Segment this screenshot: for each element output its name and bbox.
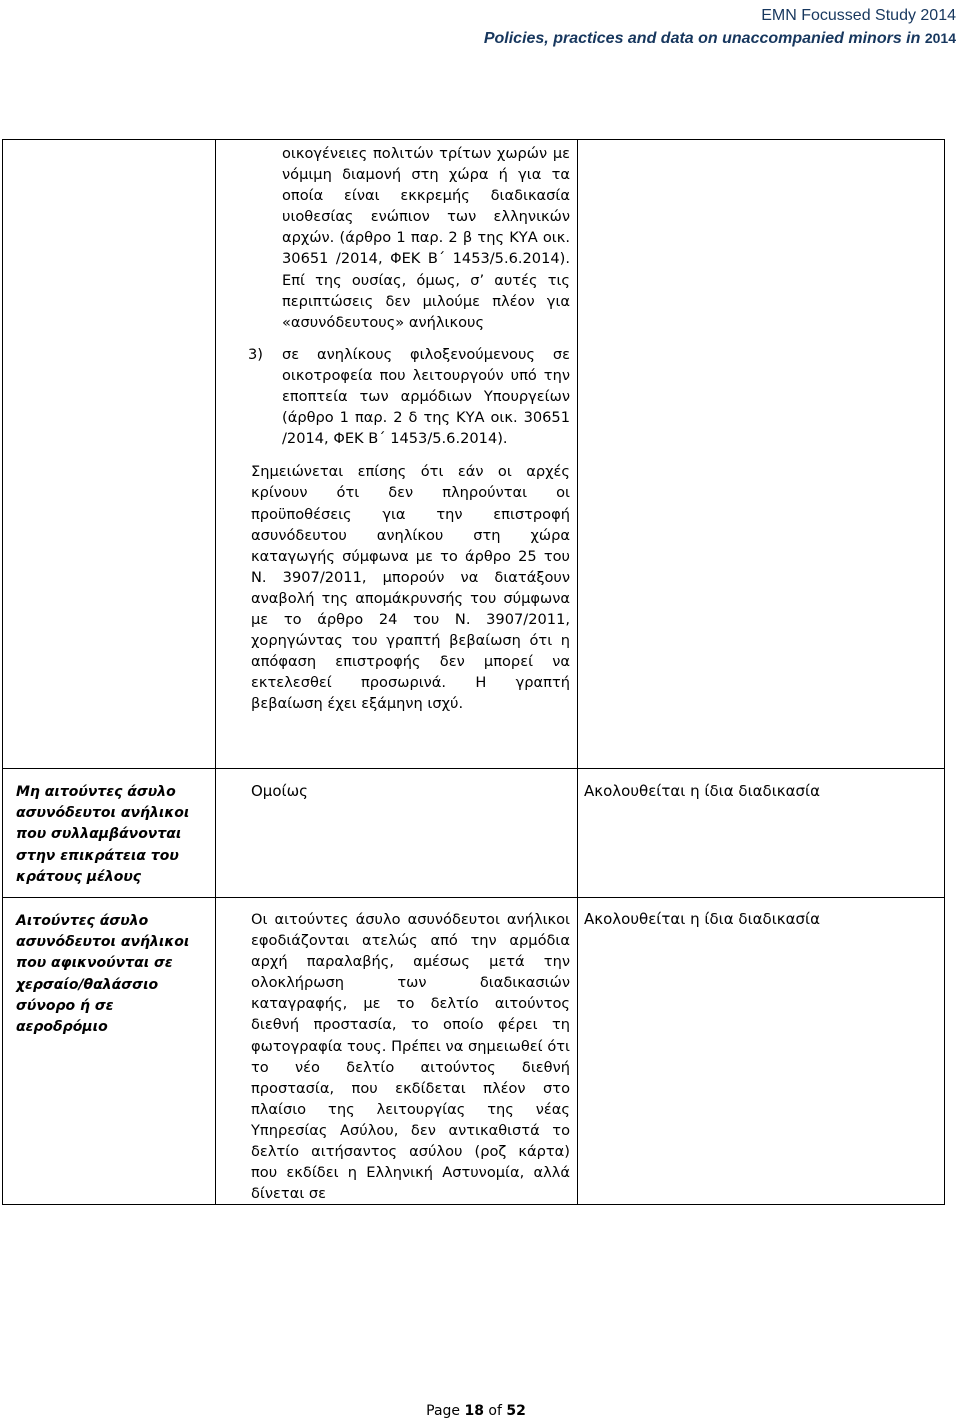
running-header bbox=[484, 5, 956, 50]
row1-list-item-3 bbox=[248, 344, 570, 449]
row1-paragraph-continued: οικογένειες πολιτών τρίτων χωρών με νόμιμη διαμονή στη χώρα ή για τα οποία είναι εκκρεμής διαδικασία υιοθεσίας ενώπιον των ελληνικών αρχών. (άρθρο 1 παρ. 2 β της ΚΥΑ οικ. 30651 /2014, ΦΕΚ Β΄ 1453/5.6.2014). Επί της ουσίας, όμως, σ’ αυτές τις περιπτώσεις δεν μιλούμε πλέον για «ασυνόδευτους» ανήλικους bbox=[282, 145, 570, 331]
list-item-text: σε ανηλίκους φιλοξενούμενους σε οικοτροφεία που λειτουργούν υπό την εποπτεία των αρμόδιων Υπουργείων (άρθρο 1 παρ. 2 δ της ΚΥΑ οικ. 30651 /2014, ΦΕΚ Β΄ 1453/5.6.2014). bbox=[282, 345, 570, 448]
row3-third-cell bbox=[578, 898, 945, 1205]
row2-label-cell bbox=[3, 769, 216, 898]
row3-description-cell bbox=[216, 898, 578, 1205]
header-study-title: EMN Focussed Study 2014 bbox=[761, 7, 956, 24]
row2-description-cell bbox=[216, 769, 578, 898]
row3-label-cell bbox=[3, 898, 216, 1205]
table-row bbox=[3, 769, 945, 898]
row2-third-text: Ακολουθείται η ίδια διαδικασία bbox=[584, 782, 820, 800]
footer-page-total: 52 bbox=[506, 1403, 526, 1419]
table-row bbox=[3, 140, 945, 769]
row1-paragraph-note: Σημειώνεται επίσης ότι εάν οι αρχές κρίνουν ότι δεν πληρούνται οι προϋποθέσεις για την επιστροφή ασυνόδευτου ανηλίκου στη χώρα καταγωγής σύμφωνα με το άρθρο 25 του Ν. 3907/2011, μπορούν να διατάξουν αναβολή της απομάκρυνσής του σύμφωνα με το άρθρο 24 του Ν. 3907/2011, χορηγώντας του γραπτή βεβαίωση ότι η απόφαση επιστροφής δεν μπορεί να εκτελεσθεί προσωρινά. Η γραπτή βεβαίωση έχει εξάμηνη ισχύ. bbox=[251, 463, 570, 713]
footer-page-number: 18 bbox=[464, 1403, 484, 1419]
list-item-number: 3) bbox=[248, 345, 263, 363]
row1-description-cell bbox=[216, 140, 578, 769]
header-subtitle-text: Policies, practices and data on unaccompanied minors in bbox=[483, 30, 921, 47]
row3-third-text: Ακολουθείται η ίδια διαδικασία bbox=[584, 910, 820, 928]
row1-label-cell bbox=[3, 140, 216, 769]
footer-page-word: Page bbox=[426, 1403, 461, 1419]
row1-third-cell bbox=[578, 140, 945, 769]
footer-of-word: of bbox=[488, 1403, 502, 1419]
header-subtitle-year: 2014 bbox=[924, 30, 956, 46]
procedures-table bbox=[2, 139, 945, 1205]
row2-label: Μη αιτούντες άσυλο ασυνόδευτοι ανήλικοι που συλλαμβάνονται στην επικράτεια του κράτους μέλους bbox=[16, 784, 190, 885]
page-footer bbox=[0, 1403, 952, 1419]
row2-third-cell bbox=[578, 769, 945, 898]
row2-description: Ομοίως bbox=[251, 782, 308, 800]
row3-description: Οι αιτούντες άσυλο ασυνόδευτοι ανήλικοι εφοδιάζονται ατελώς από την αρμόδια αρχή παραλαβής, αμέσως μετά την ολοκλήρωση των διαδικασιών καταγραφής, με το δελτίο αιτούντος διεθνή προστασία, το οποίο φέρει τη φωτογραφία τους. Πρέπει να σημειωθεί ότι το νέο δελτίο αιτούντος διεθνή προστασία, που εκδίδεται πλέον στο πλαίσιο της λειτουργίας της νέας Υπηρεσίας Ασύλου, δεν αντικαθιστά το δελτίο αιτήσαντος ασύλου (ροζ κάρτα) που εκδίδει η Ελληνική Αστυνομία, αλλά δίνεται σε bbox=[251, 911, 570, 1203]
table-row bbox=[3, 898, 945, 1205]
row3-label: Αιτούντες άσυλο ασυνόδευτοι ανήλικοι που αφικνούνται σε χερσαίο/θαλάσσιο σύνορο ή σε αεροδρόμιο bbox=[16, 913, 190, 1036]
header-subtitle bbox=[484, 27, 956, 50]
